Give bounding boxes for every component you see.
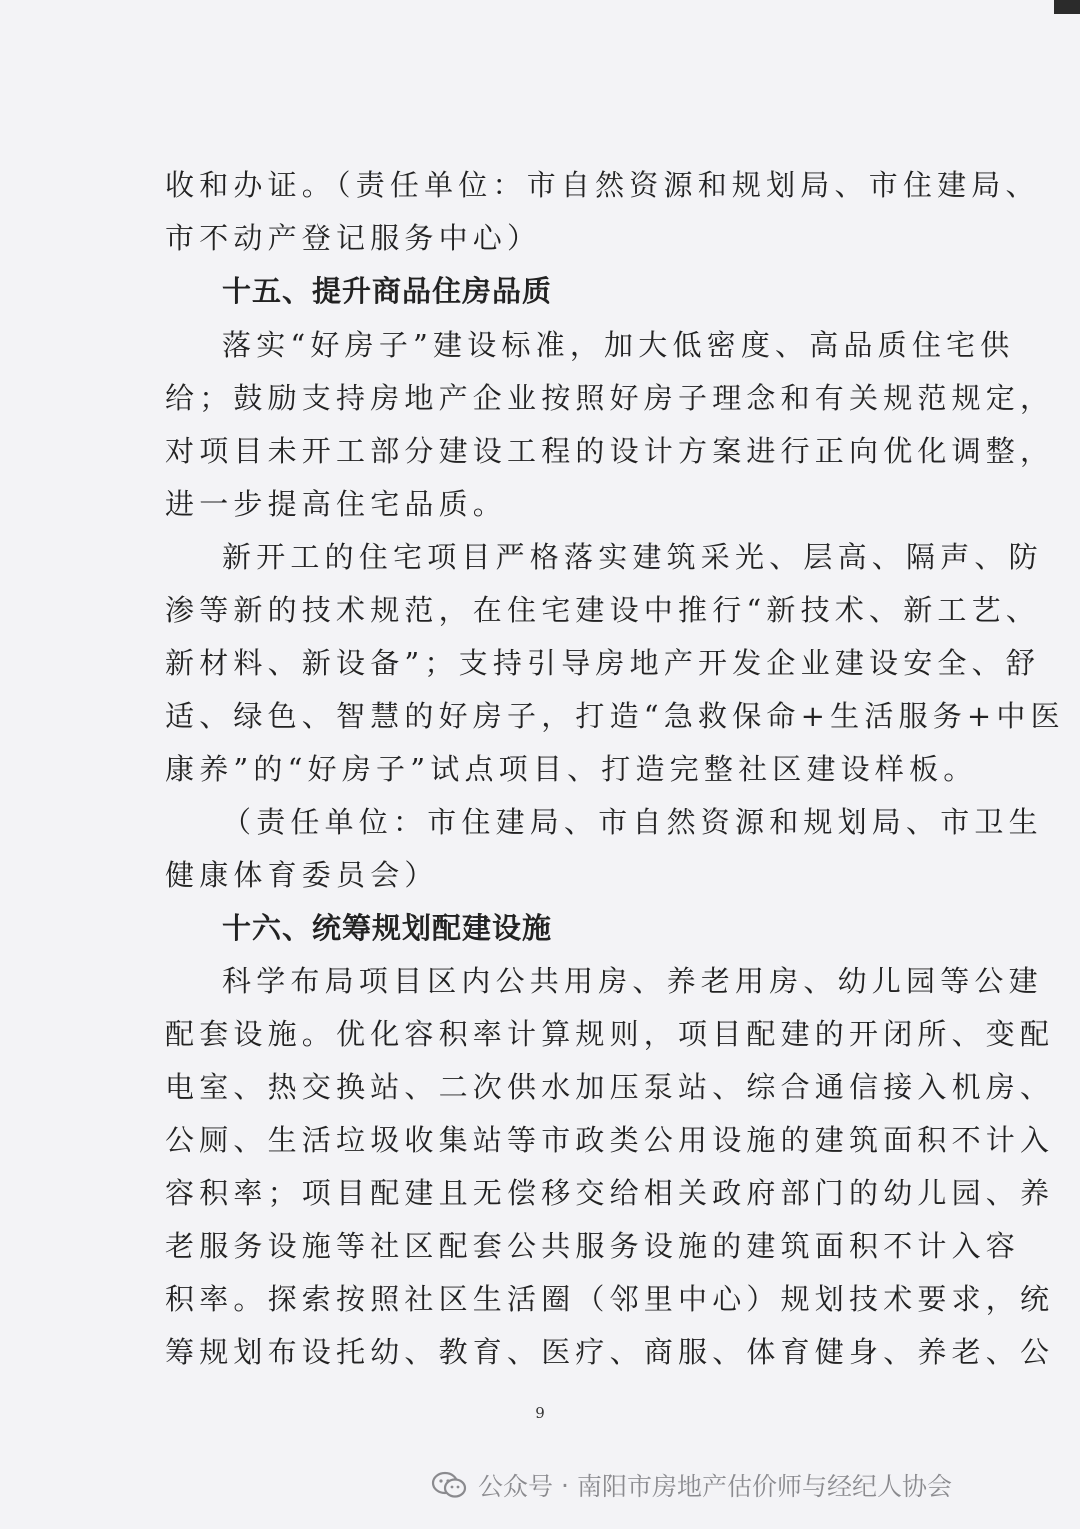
section-heading-16: 十六、统筹规划配建设施	[222, 911, 553, 945]
body-line: 积率。探索按照社区生活圈（邻里中心）规划技术要求，统	[165, 1282, 1055, 1316]
body-line: 康养”的“好房子”试点项目、打造完整社区建设样板。	[165, 752, 978, 786]
body-line: 配套设施。优化容积率计算规则，项目配建的开闭所、变配	[165, 1017, 1055, 1051]
wechat-watermark	[430, 1462, 952, 1508]
body-line: 新开工的住宅项目严格落实建筑采光、层高、隔声、防	[222, 540, 1043, 574]
body-line: 科学布局项目区内公共用房、养老用房、幼儿园等公建	[222, 964, 1043, 998]
body-line: （责任单位：市住建局、市自然资源和规划局、市卫生	[222, 805, 1043, 839]
body-line: 收和办证。（责任单位：市自然资源和规划局、市住建局、	[165, 168, 1040, 202]
body-line: 筹规划布设托幼、教育、医疗、商服、体育健身、养老、公	[165, 1335, 1055, 1369]
body-line: 渗等新的技术规范，在住宅建设中推行“新技术、新工艺、	[165, 593, 1041, 627]
body-line: 老服务设施等社区配套公共服务设施的建筑面积不计入容	[165, 1229, 1021, 1263]
body-line: 公厕、生活垃圾收集站等市政类公用设施的建筑面积不计入	[165, 1123, 1055, 1157]
body-line: 电室、热交换站、二次供水加压泵站、综合通信接入机房、	[165, 1070, 1055, 1104]
page-number: 9	[535, 1404, 545, 1422]
watermark-label: 公众号	[478, 1472, 554, 1501]
watermark-account: 南阳市房地产估价师与经纪人协会	[576, 1472, 952, 1501]
body-line: 容积率；项目配建且无偿移交给相关政府部门的幼儿园、养	[165, 1176, 1055, 1210]
body-line: 新材料、新设备”；支持引导房地产开发企业建设安全、舒	[165, 646, 1041, 680]
body-line: 健康体育委员会）	[165, 858, 439, 892]
body-line: 落实“好房子”建设标准，加大低密度、高品质住宅供	[222, 328, 1015, 362]
body-line: 适、绿色、智慧的好房子，打造“急救保命+生活服务+中医	[165, 699, 1065, 733]
wechat-icon	[430, 1470, 468, 1500]
section-heading-15: 十五、提升商品住房品质	[222, 274, 553, 308]
scan-corner-mark	[1054, 0, 1080, 14]
body-line: 对项目未开工部分建设工程的设计方案进行正向优化调整，	[165, 434, 1055, 468]
body-line: 给；鼓励支持房地产企业按照好房子理念和有关规范规定，	[165, 381, 1055, 415]
body-line: 市不动产登记服务中心）	[165, 221, 542, 255]
watermark-separator: ·	[561, 1470, 569, 1500]
body-line: 进一步提高住宅品质。	[165, 487, 508, 521]
